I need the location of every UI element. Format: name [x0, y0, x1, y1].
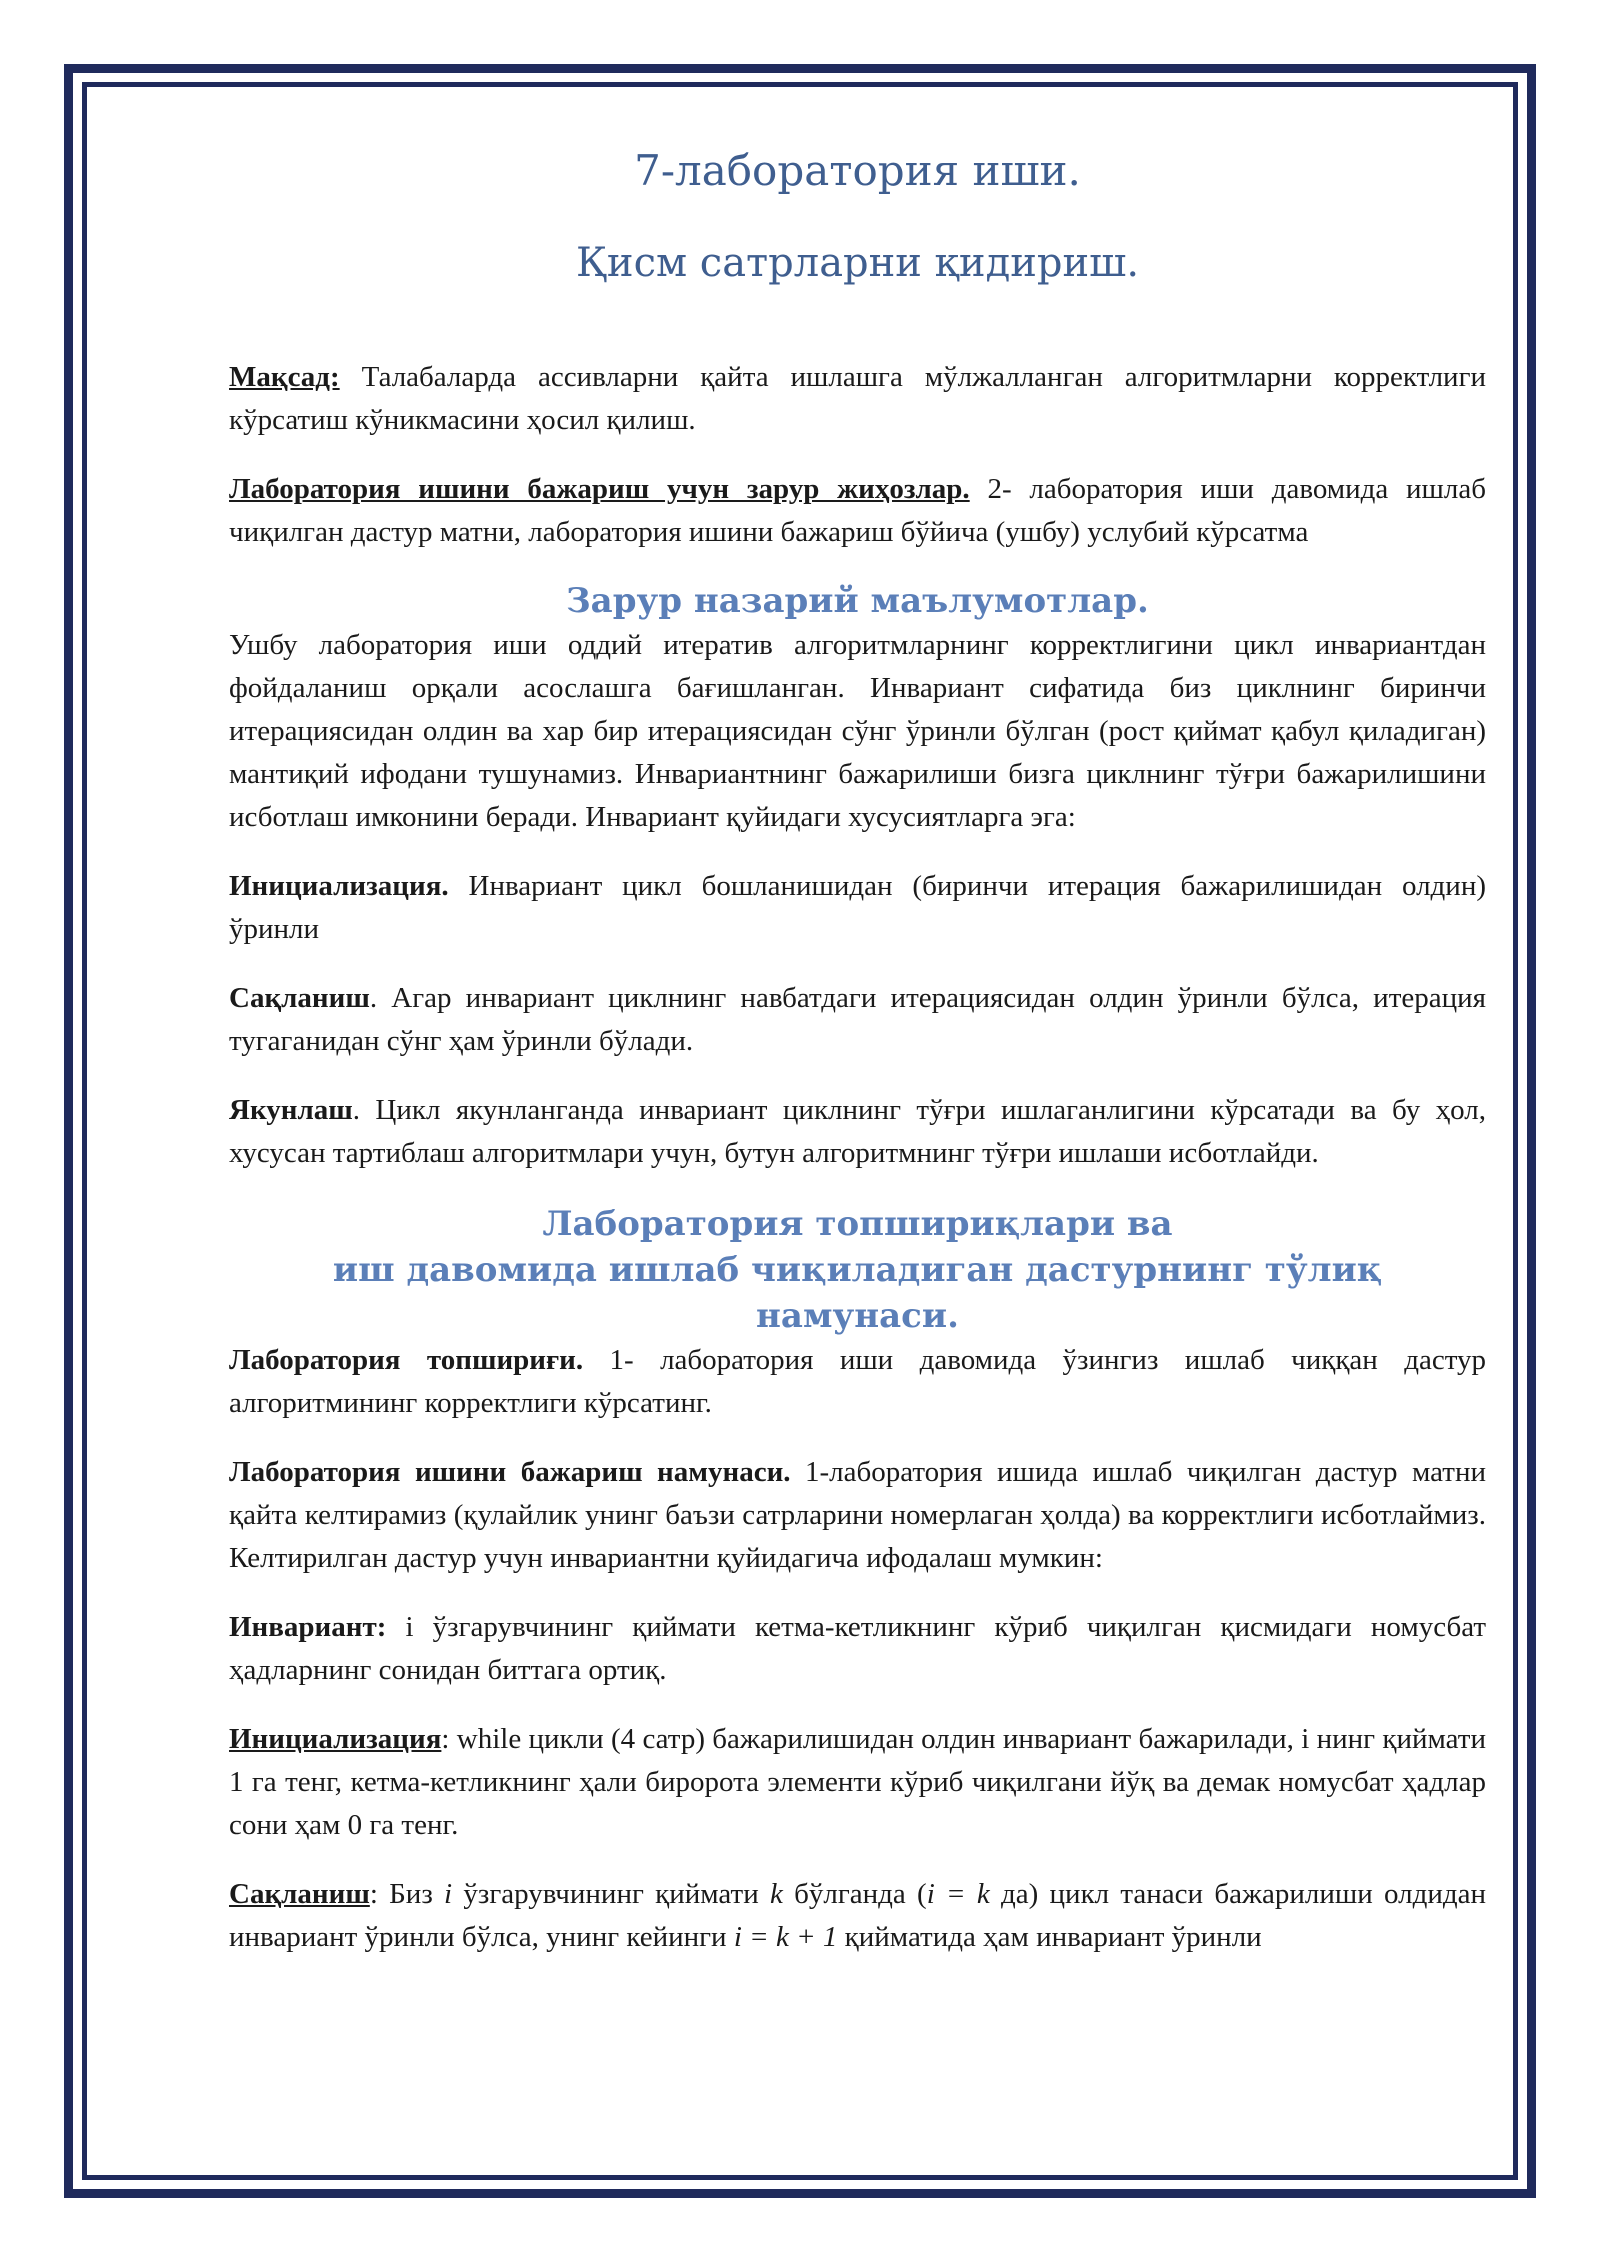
sample-paragraph [229, 1451, 1486, 1580]
maintenance-paragraph [229, 977, 1486, 1063]
equation-i-equals-k-plus-1: i = k + 1 [733, 1921, 838, 1953]
theory-paragraph: Ушбу лаборатория иши оддий итератив алгоритмларнинг корректлигини цикл инвариантдан фойдаланиш орқали асослашга бағишланган. Инвариант сифатида биз циклнинг биринчи итерациясидан олдин ва хар бир итерациясидан сўнг ўринли бўлган (рост қиймат қабул қиладиган) мантиқий ифодани тушунамиз. Инвариантнинг бажарилиши бизга циклнинг тўғри бажарилишини исботлаш имконини беради. Инвариант қуйидаги хусусиятларга эга: [229, 629, 1486, 833]
maintenance-detail-text-a: : Биз [369, 1878, 445, 1910]
maintenance-detail-text-b: ўзгарувчининг қиймати [452, 1878, 770, 1910]
maintenance-text: . Агар инвариант циклнинг навбатдаги итерациясидан олдин ўринли бўлса, итерация тугаганидан сўнг ҳам ўринли бўлади. [229, 982, 1486, 1057]
initialization-label: Инициализация. [229, 870, 449, 902]
sample-label: Лаборатория ишини бажариш намунаси. [229, 1456, 791, 1488]
section-heading-tasks-line2: иш давомида ишлаб чиқиладиган дастурнинг тўлиқ намунаси. [332, 1250, 1383, 1336]
document-subtitle: Қисм сатрларни қидириш. [575, 240, 1140, 286]
goal-paragraph [229, 356, 1486, 442]
maintenance-detail-text-c: бўлганда ( [782, 1878, 927, 1910]
section-heading-tasks-line1: Лаборатория топшириқлари ва [542, 1204, 1173, 1244]
goal-label: Мақсад: [229, 361, 340, 393]
task-paragraph [229, 1339, 1486, 1425]
maintenance-label: Сақланиш [229, 982, 370, 1014]
initialization-detail-label: Инициализация [229, 1723, 442, 1755]
equation-i-equals-k: i = k [926, 1878, 990, 1910]
initialization-detail-text: : while цикли (4 сатр) бажарилишидан олдин инвариант бажарилади, i нинг қиймати 1 га тенг, кетма-кетликнинг ҳали биророта элементи кўриб чиқилгани йўқ ва демак номусбат ҳадлар сони ҳам 0 га тенг. [229, 1723, 1486, 1841]
task-text: 1- лаборатория иши давомида ўзингиз ишлаб чиққан дастур алгоритмининг корректлиги кўрсатинг. [229, 1344, 1486, 1419]
maintenance-detail-text-d: да) цикл танаси бажарилиши олдидан инвариант ўринли бўлса, унинг кейинги [229, 1878, 1487, 1953]
equipment-label: Лаборатория ишини бажариш учун зарур жиҳозлар. [229, 473, 970, 505]
initialization-paragraph [229, 865, 1486, 951]
termination-paragraph [229, 1089, 1486, 1175]
variable-i: i [444, 1878, 453, 1910]
document-body [229, 146, 1486, 1959]
maintenance-detail-text-e: қийматида ҳам инвариант ўринли [837, 1921, 1262, 1953]
initialization-detail-paragraph [229, 1718, 1486, 1847]
equipment-paragraph [229, 468, 1486, 554]
sample-text: 1-лаборатория ишида ишлаб чиқилган дастур матни қайта келтирамиз (қулайлик унинг баъзи сатрларини номерлаган ҳолда) ва корректлиги исботлаймиз. Келтирилган дастур учун инвариантни қуйидагича ифодалаш мумкин: [229, 1456, 1487, 1574]
maintenance-detail-paragraph [229, 1873, 1486, 1959]
section-heading-theory: Зарур назарий маълумотлар. [566, 581, 1149, 621]
termination-label: Якунлаш [229, 1094, 353, 1126]
variable-k: k [769, 1878, 783, 1910]
termination-text: . Цикл якунланганда инвариант циклнинг тўғри ишлаганлигини кўрсатади ва бу ҳол, хусусан тартиблаш алгоритмлари учун, бутун алгоритмнинг тўғри ишлаши исботлайди. [229, 1094, 1486, 1169]
initialization-text: Инвариант цикл бошланишидан (биринчи итерация бажарилишидан олдин) ўринли [229, 870, 1486, 945]
equipment-text: 2- лаборатория иши давомида ишлаб чиқилган дастур матни, лаборатория ишини бажариш бўйича (ушбу) услубий кўрсатма [229, 473, 1486, 548]
maintenance-detail-label: Сақланиш [229, 1878, 370, 1910]
goal-text: Талабаларда ассивларни қайта ишлашга мўлжалланган алгоритмларни корректлиги кўрсатиш кўникмасини ҳосил қилиш. [229, 361, 1486, 436]
document-title: 7-лаборатория иши. [634, 146, 1081, 195]
task-label: Лаборатория топшириғи. [229, 1344, 584, 1376]
invariant-paragraph [229, 1606, 1486, 1692]
invariant-text: i ўзгарувчининг қиймати кетма-кетликнинг кўриб чиқилган қисмидаги номусбат ҳадларнинг сонидан биттага ортиқ. [229, 1611, 1486, 1686]
invariant-label: Инвариант: [229, 1611, 387, 1643]
